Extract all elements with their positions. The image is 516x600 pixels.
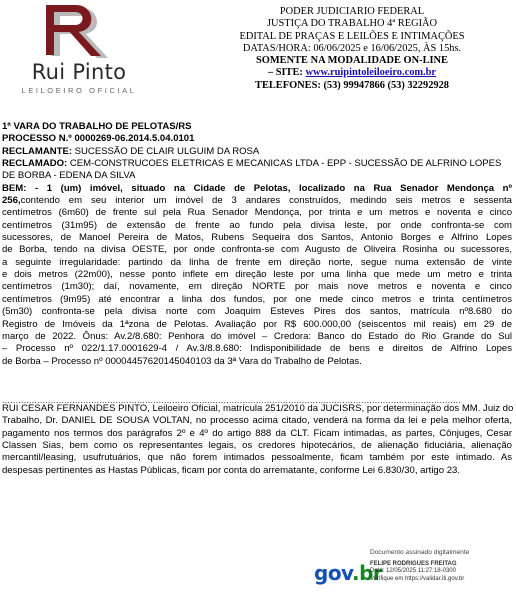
bem-line: centímetros (31m95) de extensão de frente ao fundo pela divisa leste, por onde confronta-se com (2, 219, 512, 231)
site-prefix: – SITE: (267, 67, 306, 79)
r-monogram-icon (4, 4, 154, 62)
signature-details (370, 549, 469, 583)
header-line-phones: TELEFONES: (53) 99947866 (53) 32292928 (255, 79, 449, 91)
digital-signature-stamp (314, 549, 512, 597)
header-line-court: PODER JUDICIARIO FEDERAL (279, 6, 425, 17)
reclamado-line (2, 158, 512, 170)
bem-line: sucessores, de Manoel Pereira de Matos, Rubens Sequeira dos Santos, Antonio Borges e Alfrino Lopes (2, 232, 512, 244)
bem-line: de Borba, tendo na divisa OESTE, por onde confronta-se com Augusto de Oliveira Rosinha ou sucessores, (2, 244, 512, 256)
notice-line: mercantil/leasing, usufrutuários, que não forem intimados pessoalmente, ficam também por este intimado. As (2, 452, 512, 464)
notice-line: Classen Sias, bem como os representantes legais, os credores hipotecários, de alienação fiduciária, alienação (2, 440, 512, 452)
bem-line: de Borba – Processo nº 00004457620145040103 da 3ª Vara do Trabalho de Pelotas. (2, 355, 362, 367)
bem-line: BEM: - 1 (um) imóvel, situado na Cidade de Pelotas, localizado na Rua Senador Mendonça nº (2, 182, 512, 194)
court-name: 1ª VARA DO TRABALHO DE PELOTAS/RS (2, 121, 192, 132)
signer-name: FELIPE RODRIGUES FREITAG (370, 560, 457, 567)
site-link[interactable]: www.ruipintoleiloeiro.com.br (305, 67, 437, 79)
bem-line: centímetros (1m30); daí, novamente, em direção NORTE por mais nove metros e noventa e cinco (2, 281, 512, 293)
bem-line: Registro de Imóveis da 1ªzona de Pelotas. Avaliação por R$ 600.000,00 (seiscentos mil reais) em 29 de (2, 318, 512, 330)
header-line-site (193, 67, 511, 79)
signature-verify-link[interactable]: Verifique em https://validar.iti.gov.br (370, 575, 465, 582)
notice-line: despesas pertinentes as Hastas Públicas, ficam por conta do arrematante, conforme Lei 6.830/30, artigo 23. (2, 464, 460, 476)
bem-line: – Processo nº 022/1.17.0001629-4 / Av.3/8.8.680: Indisponibilidade de bens e direitos de Alfrino Lopes (2, 343, 512, 355)
header-line-modality: SOMENTE NA MODALIDADE ON-LINE (256, 55, 448, 67)
reclamado-value: CEM-CONSTRUCOES ELETRICAS E MECANICAS LTDA - EPP - SUCESSÃO DE ALFRINO LOPES (67, 158, 502, 170)
reclamado-line-2: DE BORBA - EDENA DA SILVA (2, 170, 136, 182)
dotted-separator: .......................................................................................................................................................................... (2, 395, 462, 405)
signature-title: Documento assinado digitalmente (370, 549, 470, 556)
reclamante-label: RECLAMANTE: (2, 145, 73, 157)
gov-text: gov (314, 561, 352, 585)
logo-subtitle: LEILOEIRO OFICIAL (21, 86, 137, 95)
signature-date: Data: 12/05/2025 11:27:18-0300 (370, 568, 456, 575)
br-text: .br (351, 561, 383, 585)
header-line-dates: DATAS/HORA: 06/06/2025 e 16/06/2025, ÀS 15hs. (242, 42, 462, 54)
header-line-region: JUSTIÇA DO TRABALHO 4ª REGIÃO (266, 18, 438, 30)
bem-line: (5m30) confronta-se pela divisa norte com Joaquim Esteves Pires dos santos, matrícula nº8.680 do (2, 306, 512, 318)
bem-line (2, 195, 512, 207)
notice-line: RUI CESAR FERNANDES PINTO, Leiloeiro Oficial, matrícula 251/2010 da JUCISRS, por determinação dos MM. Juiz do (2, 403, 514, 414)
bem-line: centímetros (6m60) de frente sul pela Rua Senador Mendonça, por trinta e um metros e noventa e cinco (2, 207, 512, 219)
bem-line: março de 2022. Ônus: Av.2/8.680: Penhora do imóvel – Credora: Banco do Estado do Rio Grande do Sul (2, 330, 512, 342)
header-line-edital: EDITAL DE PRAÇAS E LEILÕES E INTIMAÇÕES (239, 30, 465, 42)
bem-line: e dois metros (22m00), nesse ponto inflete em direção leste por uma linha que mede um metro e trinta (2, 269, 512, 281)
logo-brand-name: Rui Pinto (31, 60, 127, 84)
auctioneer-notice (2, 403, 512, 477)
notice-line: pagamento nos termos dos parágrafos 2º e 4º do artigo 888 da CLT. Ficam intimadas, as partes, Cônjuges, Cesar (2, 427, 512, 439)
reclamante-line (2, 146, 512, 158)
bem-number: 256, (2, 195, 21, 207)
process-number: PROCESSO N.º 0000269-06.2014.5.04.0101 (2, 133, 195, 145)
auctioneer-logo (4, 4, 154, 99)
notice-line: Trabalho, Dr. DANIEL DE SOUSA VOLTAN, no processo acima citado, venderá na forma da lei e pela melhor oferta, (2, 415, 512, 427)
bem-line: centímetros (9m95) até encontrar a linha dos fundos, por one mede cinco metros e trinta centímetros (2, 293, 512, 305)
case-body (2, 121, 512, 368)
reclamado-label: RECLAMADO: (2, 158, 68, 170)
edital-header (193, 6, 511, 92)
bem-text: contendo em seu interior um imóvel de 3 andares construídos, medindo seis metros e sessenta (20, 195, 512, 207)
bem-line: a seguinte irregularidade: partindo da linha de frente em direção norte, segue numa extensão de vinte (2, 256, 512, 268)
reclamante-value: SUCESSÃO DE CLAIR ULGUIM DA ROSA (72, 145, 260, 157)
